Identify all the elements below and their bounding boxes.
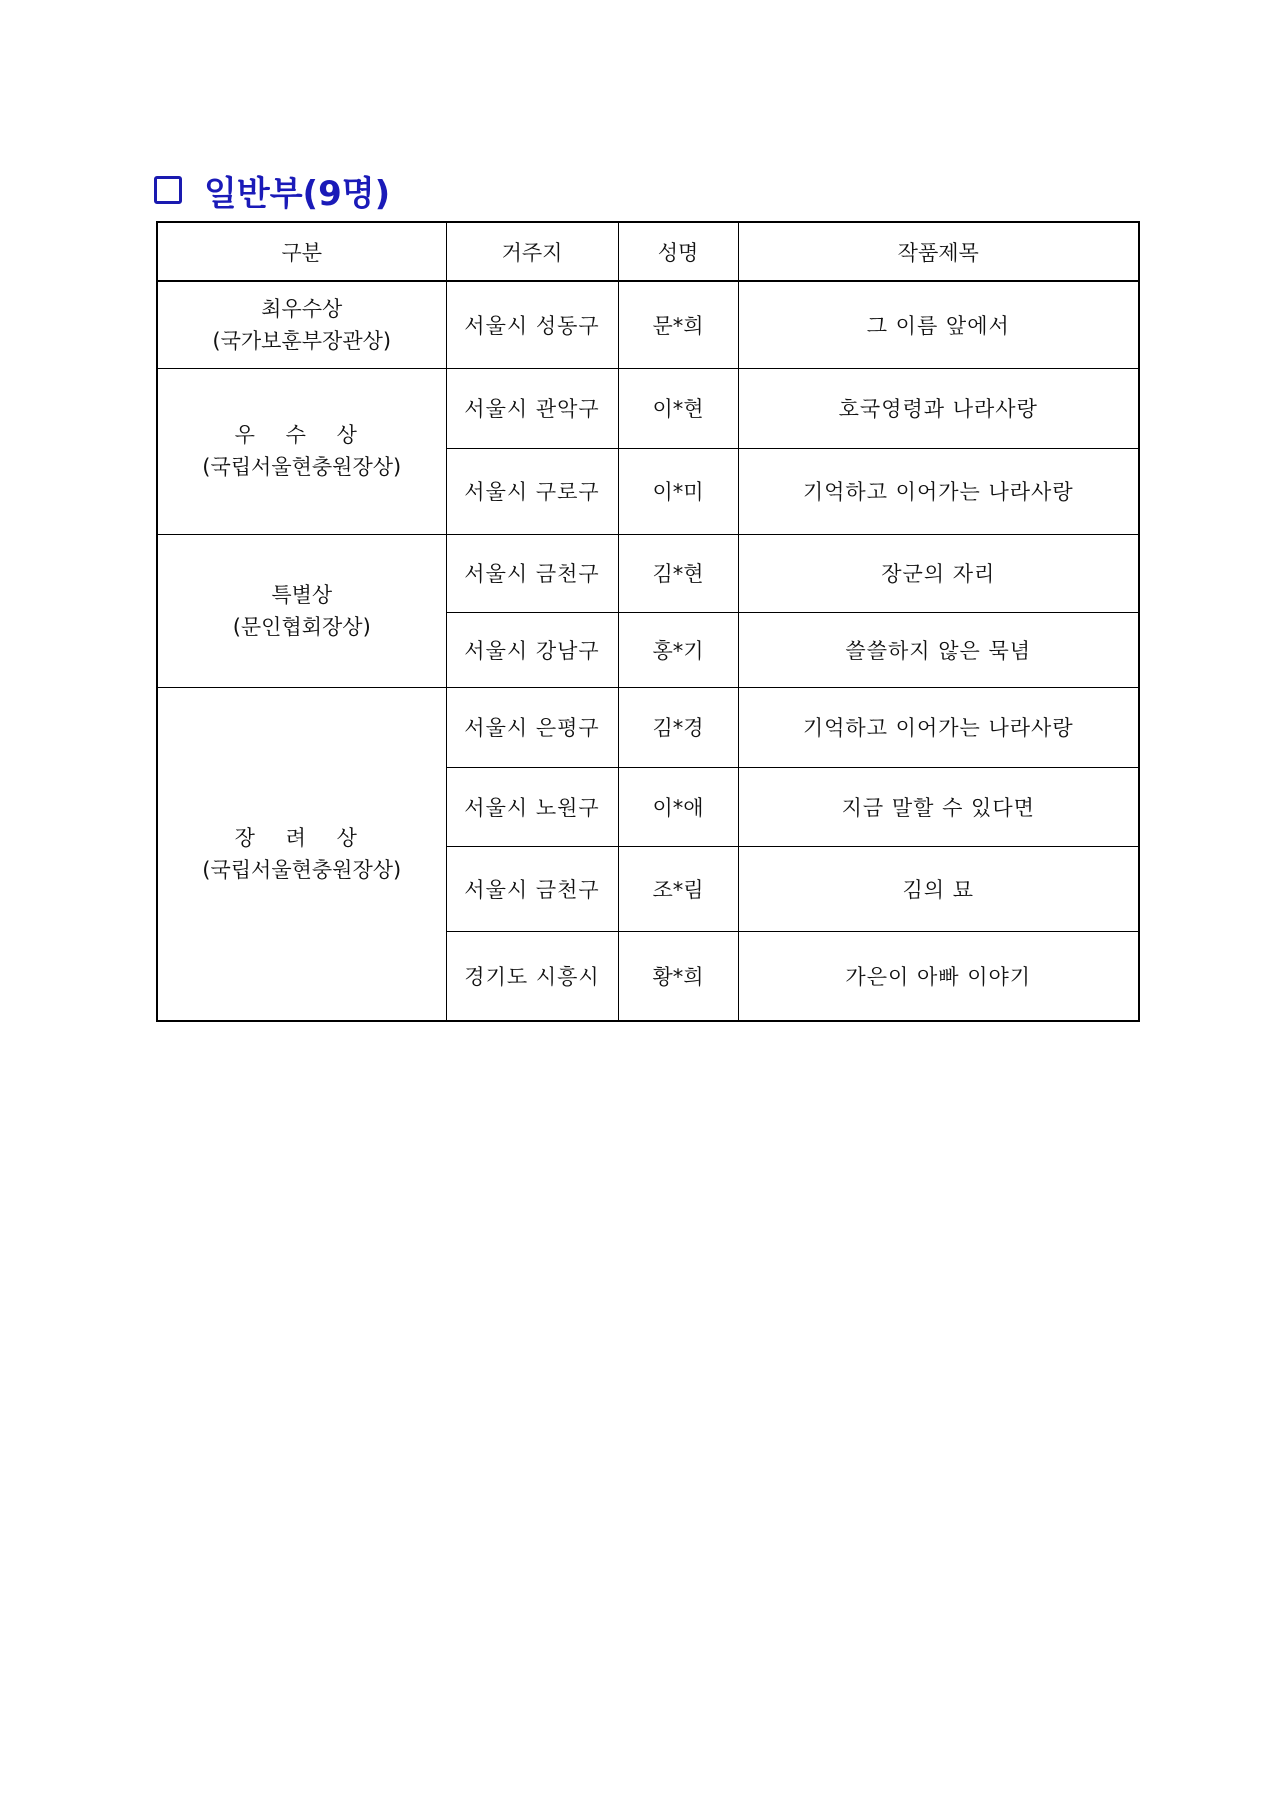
residence-cell: 서울시 성동구 bbox=[446, 281, 618, 368]
category-name: 특별상 bbox=[271, 582, 333, 607]
category-name: 우 수 상 bbox=[234, 423, 369, 447]
name-cell: 문*희 bbox=[618, 281, 738, 368]
header-work-title: 작품제목 bbox=[738, 222, 1139, 281]
table-row bbox=[157, 368, 1139, 448]
residence-cell: 서울시 구로구 bbox=[446, 448, 618, 534]
category-cell bbox=[157, 687, 446, 1021]
category-subtitle: (국립서울현충원장상) bbox=[202, 455, 402, 479]
name-cell: 이*미 bbox=[618, 448, 738, 534]
category-subtitle: (국립서울현충원장상) bbox=[202, 857, 402, 882]
category-cell bbox=[157, 534, 446, 687]
name-cell: 홍*기 bbox=[618, 612, 738, 687]
name-cell: 이*현 bbox=[618, 368, 738, 448]
table-row bbox=[157, 281, 1139, 368]
work-title-cell: 지금 말할 수 있다면 bbox=[738, 767, 1139, 846]
category-subtitle: (문인협회장상) bbox=[232, 614, 371, 639]
table-header-row bbox=[157, 222, 1139, 281]
work-title-cell: 기억하고 이어가는 나라사랑 bbox=[738, 687, 1139, 767]
residence-cell: 서울시 금천구 bbox=[446, 846, 618, 931]
name-cell: 황*희 bbox=[618, 931, 738, 1021]
work-title-cell: 기억하고 이어가는 나라사랑 bbox=[738, 448, 1139, 534]
residence-cell: 서울시 은평구 bbox=[446, 687, 618, 767]
work-title-cell: 가은이 아빠 이야기 bbox=[738, 931, 1139, 1021]
table-row bbox=[157, 687, 1139, 767]
work-title-cell: 김의 묘 bbox=[738, 846, 1139, 931]
empty-square-icon bbox=[154, 176, 182, 204]
name-cell: 김*경 bbox=[618, 687, 738, 767]
residence-cell: 서울시 관악구 bbox=[446, 368, 618, 448]
category-name: 장 려 상 bbox=[234, 825, 369, 850]
header-category: 구분 bbox=[157, 222, 446, 281]
name-cell: 김*현 bbox=[618, 534, 738, 612]
residence-cell: 경기도 시흥시 bbox=[446, 931, 618, 1021]
category-cell bbox=[157, 368, 446, 534]
work-title-cell: 장군의 자리 bbox=[738, 534, 1139, 612]
category-cell bbox=[157, 281, 446, 368]
name-cell: 이*애 bbox=[618, 767, 738, 846]
section-title: 일반부(9명) bbox=[204, 173, 391, 214]
header-residence: 거주지 bbox=[446, 222, 618, 281]
residence-cell: 서울시 금천구 bbox=[446, 534, 618, 612]
award-table bbox=[156, 221, 1140, 1022]
work-title-cell: 쓸쓸하지 않은 묵념 bbox=[738, 612, 1139, 687]
table-row bbox=[157, 534, 1139, 612]
name-cell: 조*림 bbox=[618, 846, 738, 931]
category-subtitle: (국가보훈부장관상) bbox=[212, 328, 392, 353]
section-heading bbox=[154, 168, 390, 212]
category-name: 최우수상 bbox=[261, 296, 343, 321]
header-name: 성명 bbox=[618, 222, 738, 281]
residence-cell: 서울시 노원구 bbox=[446, 767, 618, 846]
residence-cell: 서울시 강남구 bbox=[446, 612, 618, 687]
work-title-cell: 호국영령과 나라사랑 bbox=[738, 368, 1139, 448]
work-title-cell: 그 이름 앞에서 bbox=[738, 281, 1139, 368]
